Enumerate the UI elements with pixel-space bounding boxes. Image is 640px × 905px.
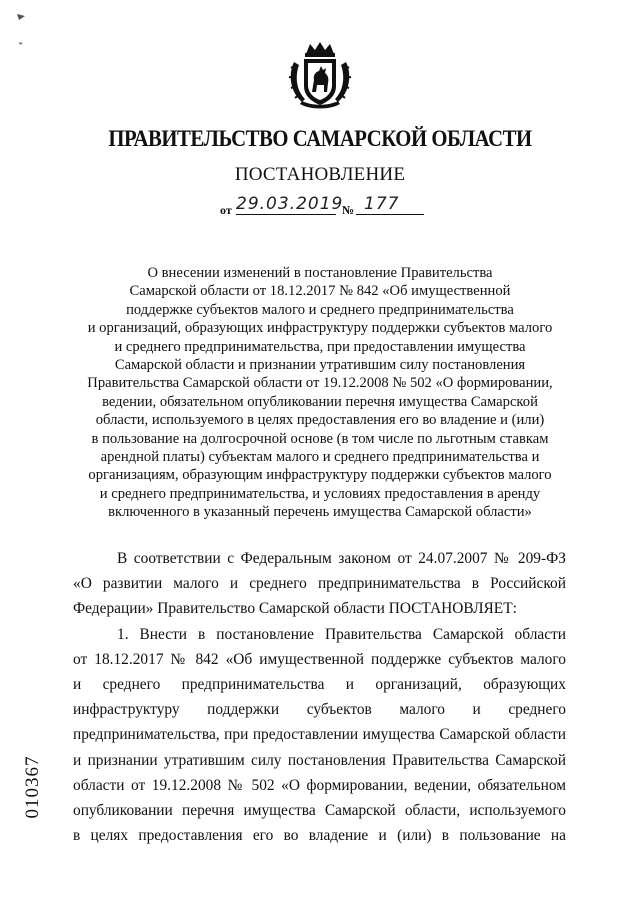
subject-line: арендной платы) субъектам малого и среднего предпринимательства и bbox=[100, 449, 540, 466]
document-body bbox=[73, 546, 566, 848]
body-line: от 18.12.2017 № 842 «Об имущественной поддержке субъектов малого bbox=[73, 650, 566, 668]
body-line: в целях предоставления его во владение и (или) в пользование на bbox=[73, 827, 566, 845]
subject-line: Правительства Самарской области от 19.12.2008 № 502 «О формировании, bbox=[87, 375, 553, 392]
date-value: 29.03.2019 bbox=[236, 194, 344, 214]
body-line: опубликовании перечня имущества Самарской области, используемого bbox=[73, 802, 566, 820]
date-number-line bbox=[218, 196, 428, 218]
subject-line: Самарской области от 18.12.2017 № 842 «Об имущественной bbox=[129, 283, 511, 300]
scan-marks bbox=[14, 10, 34, 50]
subject-line: и среднего предпринимательства, при предоставлении имущества bbox=[114, 338, 526, 355]
number-label: № bbox=[342, 203, 355, 217]
date-label: от bbox=[220, 203, 232, 217]
document-subject bbox=[60, 264, 580, 522]
body-line: Федерации» Правительство Самарской области ПОСТАНОВЛЯЕТ: bbox=[73, 600, 517, 618]
organization-title: ПРАВИТЕЛЬСТВО САМАРСКОЙ ОБЛАСТИ bbox=[108, 126, 532, 151]
subject-line: поддержке субъектов малого и среднего предпринимательства bbox=[126, 301, 514, 318]
body-line: инфраструктуру поддержки субъектов малого и среднего bbox=[73, 701, 566, 719]
subject-line: ведении, обязательном опубликовании перечня имущества Самарской bbox=[102, 393, 538, 410]
subject-line: включенного в указанный перечень имущества Самарской области» bbox=[108, 504, 532, 521]
body-line: и среднего предпринимательства и организаций, образующих bbox=[73, 676, 566, 694]
subject-line: области, используемого в целях предоставления его во владение и (или) bbox=[95, 412, 545, 429]
body-line: «О развитии малого и среднего предпринимательства в Российской bbox=[73, 575, 566, 593]
subject-line: организациям, образующим инфраструктуру поддержки субъектов малого bbox=[88, 467, 552, 484]
body-line: 1. Внести в постановление Правительства Самарской области bbox=[117, 625, 566, 643]
number-value: 177 bbox=[356, 194, 424, 215]
body-line: области от 19.12.2008 № 502 «О формировании, ведении, обязательном bbox=[73, 776, 566, 794]
subject-line: в пользование на долгосрочной основе (в том числе по льготным ставкам bbox=[91, 430, 549, 447]
coat-of-arms-icon bbox=[286, 40, 354, 112]
subject-line: и среднего предпринимательства, и условиях предоставления в аренду bbox=[99, 485, 541, 502]
subject-line: и организаций, образующих инфраструктуру поддержки субъектов малого bbox=[87, 320, 553, 337]
subject-line: Самарской области и признании утратившим силу постановления bbox=[114, 357, 526, 374]
body-line: В соответствии с Федеральным законом от 24.07.2007 № 209-ФЗ bbox=[117, 550, 566, 567]
document-type: ПОСТАНОВЛЕНИЕ bbox=[234, 164, 406, 185]
subject-line: О внесении изменений в постановление Правительства bbox=[147, 265, 493, 281]
body-line: и признании утратившим силу постановления Правительства Самарской bbox=[73, 751, 566, 769]
body-line: предпринимательства, при предоставлении имущества Самарской области bbox=[73, 726, 566, 744]
serial-number bbox=[20, 742, 46, 832]
serial-number-text: 010367 bbox=[22, 755, 43, 819]
